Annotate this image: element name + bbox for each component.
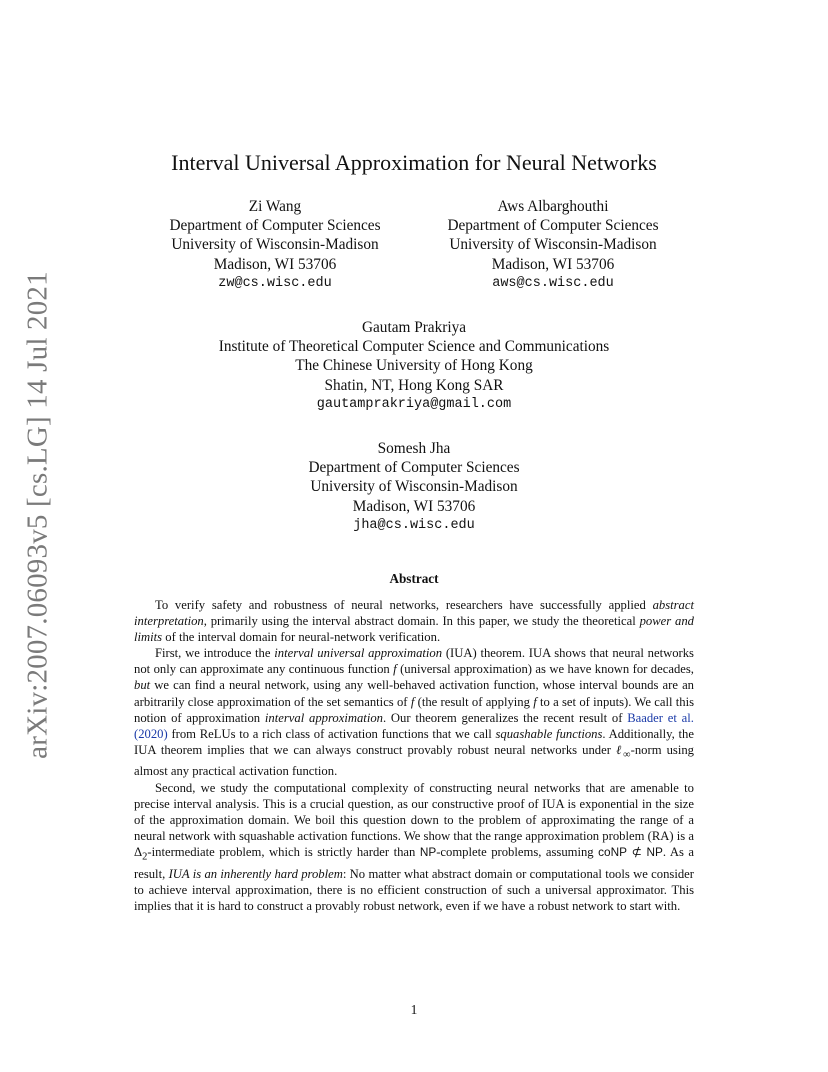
- page-number: 1: [410, 1002, 418, 1017]
- author-department: Department of Computer Sciences: [308, 459, 520, 477]
- text: (the result of applying: [417, 694, 530, 709]
- abstract-body: [134, 597, 694, 914]
- text: from ReLUs to a rich class of activation functions that we call: [171, 726, 492, 741]
- text: : No matter what abstract domain or computational tools we consider to achieve interval approximation, there is no efficient construction of such a universal approximator. This implies that it is hard to construct a provably robust network, even if we have a robust network to start with.: [134, 866, 694, 913]
- author-institution: The Chinese University of Hong Kong: [295, 357, 533, 375]
- text: To verify safety and robustness of neural networks, researchers have successfully applied: [155, 598, 646, 612]
- author-block-3: [114, 318, 714, 414]
- text: (IUA) theorem. IUA shows that neural networks not only can approximate any continuous function: [134, 646, 694, 677]
- author-institution: University of Wisconsin-Madison: [310, 478, 518, 496]
- author-email: aws@cs.wisc.edu: [492, 275, 614, 291]
- math-f: f: [533, 694, 537, 709]
- text: (universal approximation) as we have known for decades,: [400, 662, 694, 677]
- citation-link[interactable]: Baader et al. (2020): [134, 710, 694, 741]
- text: . Additionally, the IUA theorem implies that we can always construct provably robust neural networks under: [134, 726, 694, 757]
- math-f: f: [393, 662, 397, 677]
- author-block-2: [418, 197, 688, 293]
- author-department: Department of Computer Sciences: [169, 217, 381, 235]
- author-email: gautamprakriya@gmail.com: [316, 396, 512, 412]
- abstract-paragraph-1: [134, 597, 694, 645]
- text: . As a result,: [134, 844, 694, 881]
- author-location: Madison, WI 53706: [213, 255, 337, 273]
- author-email: jha@cs.wisc.edu: [353, 517, 475, 533]
- author-department: Institute of Theoretical Computer Science and Communications: [218, 338, 610, 356]
- author-department: Department of Computer Sciences: [447, 217, 659, 235]
- author-location: Madison, WI 53706: [352, 497, 476, 515]
- text: -intermediate problem, which is strictly harder than: [147, 844, 416, 859]
- emphasis: interval universal approximation: [274, 646, 443, 661]
- citation-year[interactable]: 2020: [138, 726, 164, 741]
- abstract-paragraph-3: [134, 780, 694, 914]
- author-block-4: [114, 439, 714, 535]
- text: to a set of inputs). We call this notion of approximation: [134, 694, 695, 725]
- text: Second, we study the computational complexity of constructing neural networks that are amenable to precise interval analysis. This is a crucial question, as our constructive proof of IUA is exponential in the size of the approximation domain. We boil this question down to the problem of approximating the range of a neural network with squashable activation functions. We show that the range approximation problem (RA) is a: [134, 780, 694, 843]
- text: -norm using almost any practical activation function.: [134, 742, 694, 779]
- author-name: Somesh Jha: [377, 440, 451, 457]
- text: we can find a neural network, using any well-behaved activation function, whose interval bounds are an arbitrarily close approximation of the set semantics of: [134, 678, 694, 709]
- complexity-class: coNP: [598, 844, 627, 859]
- math-relation: ⊄: [631, 844, 643, 859]
- author-name: Zi Wang: [248, 198, 302, 215]
- math-delta: Δ: [134, 844, 143, 859]
- text: . Our theorem generalizes the recent result of: [382, 710, 623, 725]
- emphasis: squashable functions: [495, 726, 603, 741]
- author-block-1: [140, 197, 410, 293]
- author-institution: University of Wisconsin-Madison: [449, 236, 657, 254]
- author-name: Aws Albarghouthi: [497, 198, 609, 215]
- math-f: f: [410, 694, 415, 709]
- abstract-paragraph-2: [134, 645, 694, 779]
- citation-author[interactable]: Baader et al.: [627, 710, 694, 725]
- author-location: Madison, WI 53706: [491, 255, 615, 273]
- text: -complete problems, assuming: [436, 844, 594, 859]
- text: of the interval domain for neural-network verification.: [165, 630, 441, 645]
- author-name: Gautam Prakriya: [361, 319, 467, 336]
- math-ell: ℓ: [615, 742, 624, 757]
- arxiv-stamp: arXiv:2007.06093v5 [cs.LG] 14 Jul 2021: [21, 271, 54, 759]
- text: , primarily using the interval abstract domain. In this paper, we study the theoretical: [203, 614, 636, 629]
- complexity-class: NP: [419, 844, 437, 859]
- emphasis: interval approximation: [264, 710, 383, 725]
- abstract-heading: Abstract: [389, 571, 439, 586]
- author-institution: University of Wisconsin-Madison: [171, 236, 379, 254]
- emphasis: IUA is an inherently hard problem: [168, 866, 343, 881]
- math-subscript: 2: [142, 851, 148, 863]
- author-email: zw@cs.wisc.edu: [218, 275, 332, 291]
- math-subscript: ∞: [623, 749, 631, 761]
- paper-title: Interval Universal Approximation for Neural Networks: [171, 150, 657, 175]
- complexity-class: NP: [646, 844, 663, 859]
- emphasis: power and limits: [134, 614, 694, 645]
- emphasis: but: [134, 678, 151, 693]
- emphasis: abstract interpretation: [134, 598, 694, 629]
- text: First, we introduce the: [155, 646, 271, 661]
- author-location: Shatin, NT, Hong Kong SAR: [324, 376, 504, 394]
